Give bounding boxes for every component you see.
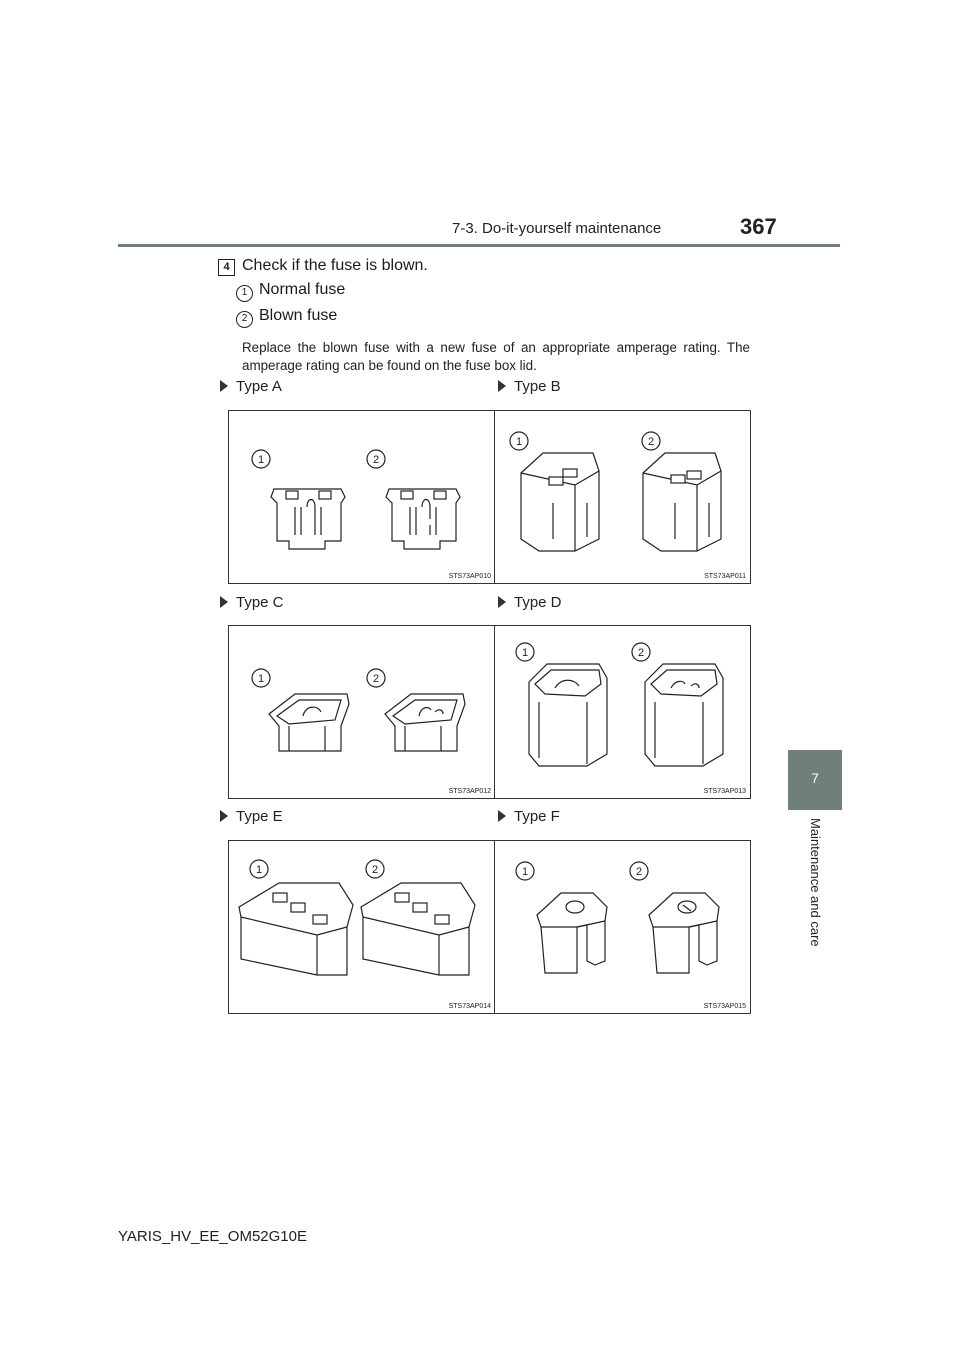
type-b-fuse-icon xyxy=(495,411,750,583)
chapter-number: 7 xyxy=(811,770,819,786)
triangle-bullet-icon xyxy=(498,810,506,822)
callout-2: 2 xyxy=(647,436,655,448)
callout-1: 1 xyxy=(515,436,523,448)
callout-2: 2 xyxy=(635,866,643,878)
replacement-note: Replace the blown fuse with a new fuse of an appropriate amperage rating. The amperage rating can be found on the fuse box lid. xyxy=(242,340,750,373)
type-label-e: Type E xyxy=(220,808,283,825)
step-number: 4 xyxy=(218,259,235,276)
triangle-bullet-icon xyxy=(498,380,506,392)
callout-2: 2 xyxy=(637,647,645,659)
callout-1: 1 xyxy=(521,647,529,659)
fuse-illustration-type-a xyxy=(228,410,496,584)
callout-2: 2 xyxy=(372,454,380,466)
callout-1: 1 xyxy=(255,864,263,876)
type-a-fuse-icon xyxy=(229,411,495,583)
section-title: 7-3. Do-it-yourself maintenance xyxy=(452,220,662,237)
illustration-code: STS73AP015 xyxy=(703,1003,746,1010)
illustration-code: STS73AP010 xyxy=(448,573,491,580)
callout-number: 2 xyxy=(236,311,253,328)
type-c-fuse-icon xyxy=(229,626,495,798)
illustration-code: STS73AP012 xyxy=(448,788,491,795)
callout-2: 2 xyxy=(371,864,379,876)
type-label-f: Type F xyxy=(498,808,560,825)
document-code: YARIS_HV_EE_OM52G10E xyxy=(118,1228,307,1245)
page-number: 367 xyxy=(740,214,777,239)
triangle-bullet-icon xyxy=(220,596,228,608)
triangle-bullet-icon xyxy=(498,596,506,608)
type-label-d: Type D xyxy=(498,594,562,611)
type-d-fuse-icon xyxy=(495,626,750,798)
type-label-b: Type B xyxy=(498,378,561,395)
callout-1: 1 xyxy=(257,454,265,466)
step-title: Check if the fuse is blown. xyxy=(242,257,428,274)
type-e-fuse-icon xyxy=(229,841,495,1013)
fuse-illustration-type-c xyxy=(228,625,496,799)
type-label-c: Type C xyxy=(220,594,284,611)
item-blown-fuse xyxy=(236,308,253,328)
triangle-bullet-icon xyxy=(220,810,228,822)
header-rule xyxy=(118,244,840,247)
illustration-code: STS73AP014 xyxy=(448,1003,491,1010)
illustration-code: STS73AP013 xyxy=(703,788,746,795)
triangle-bullet-icon xyxy=(220,380,228,392)
fuse-illustration-type-d xyxy=(494,625,751,799)
item-label: Normal fuse xyxy=(259,281,346,298)
callout-2: 2 xyxy=(372,673,380,685)
type-f-fuse-icon xyxy=(495,841,750,1013)
callout-number: 1 xyxy=(236,285,253,302)
item-normal-fuse xyxy=(236,282,253,302)
fuse-illustration-type-f xyxy=(494,840,751,1014)
type-label-a: Type A xyxy=(220,378,282,395)
callout-1: 1 xyxy=(521,866,529,878)
chapter-title: Maintenance and care xyxy=(808,818,823,947)
illustration-code: STS73AP011 xyxy=(704,573,746,580)
step-number-box xyxy=(218,257,235,276)
fuse-illustration-type-e xyxy=(228,840,496,1014)
item-label: Blown fuse xyxy=(259,307,338,324)
fuse-illustration-type-b xyxy=(494,410,751,584)
callout-1: 1 xyxy=(257,673,265,685)
